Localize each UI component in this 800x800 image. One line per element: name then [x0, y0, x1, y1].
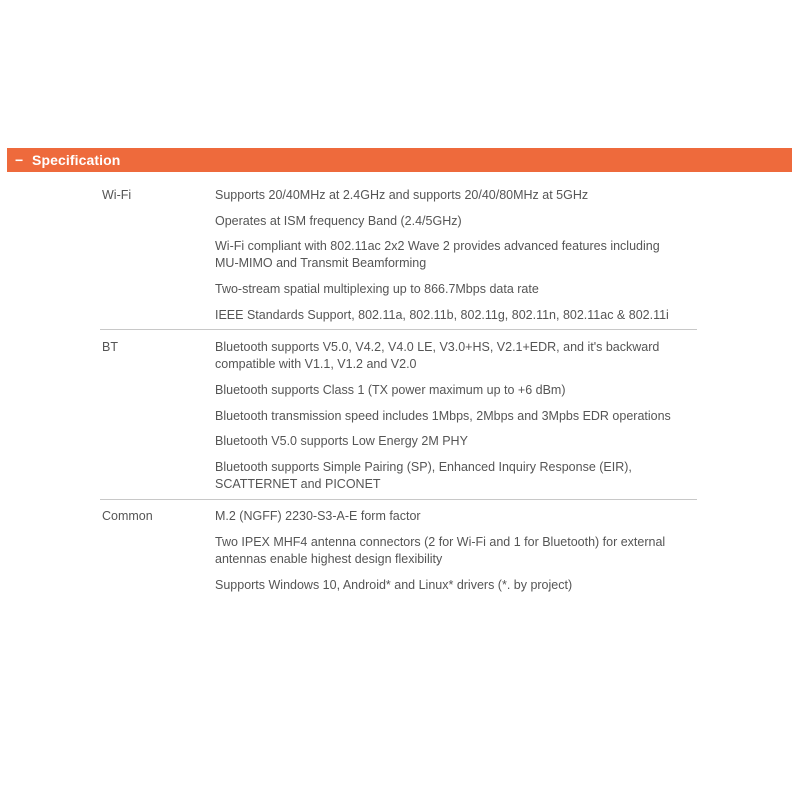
spec-item: Wi-Fi compliant with 802.11ac 2x2 Wave 2 provides advanced features including MU-MIMO and Transmit Beamforming: [215, 239, 660, 270]
spec-item: Bluetooth supports Class 1 (TX power maximum up to +6 dBm): [215, 383, 566, 397]
minus-icon[interactable]: −: [15, 152, 24, 168]
spec-item: M.2 (NGFF) 2230-S3-A-E form factor: [215, 509, 421, 523]
spec-item: IEEE Standards Support, 802.11a, 802.11b, 802.11g, 802.11n, 802.11ac & 802.11i: [215, 308, 669, 322]
spec-item: Two IPEX MHF4 antenna connectors (2 for Wi-Fi and 1 for Bluetooth) for external antennas enable highest design flexibility: [215, 535, 666, 566]
section-label-wifi: Wi-Fi: [102, 188, 132, 202]
spec-item: Bluetooth transmission speed includes 1Mbps, 2Mbps and 3Mpbs EDR operations: [215, 409, 671, 423]
section-divider: [100, 499, 697, 500]
section-label-common: Common: [102, 509, 153, 523]
spec-item: Bluetooth supports V5.0, V4.2, V4.0 LE, V3.0+HS, V2.1+EDR, and it's backward compatible with V1.1, V1.2 and V2.0: [215, 340, 660, 371]
spec-item: Operates at ISM frequency Band (2.4/5GHz): [215, 214, 462, 228]
spec-item: Bluetooth supports Simple Pairing (SP), Enhanced Inquiry Response (EIR), SCATTERNET and PICONET: [215, 460, 632, 491]
spec-item: Two-stream spatial multiplexing up to 866.7Mbps data rate: [215, 282, 539, 296]
specification-header[interactable]: [7, 148, 792, 172]
spec-item: Supports Windows 10, Android* and Linux* drivers (*. by project): [215, 578, 573, 592]
spec-item: Bluetooth V5.0 supports Low Energy 2M PHY: [215, 434, 468, 448]
spec-item: Supports 20/40MHz at 2.4GHz and supports 20/40/80MHz at 5GHz: [215, 188, 589, 202]
section-divider: [100, 329, 697, 330]
section-label-bt: BT: [102, 340, 118, 354]
section-title: Specification: [32, 152, 121, 168]
